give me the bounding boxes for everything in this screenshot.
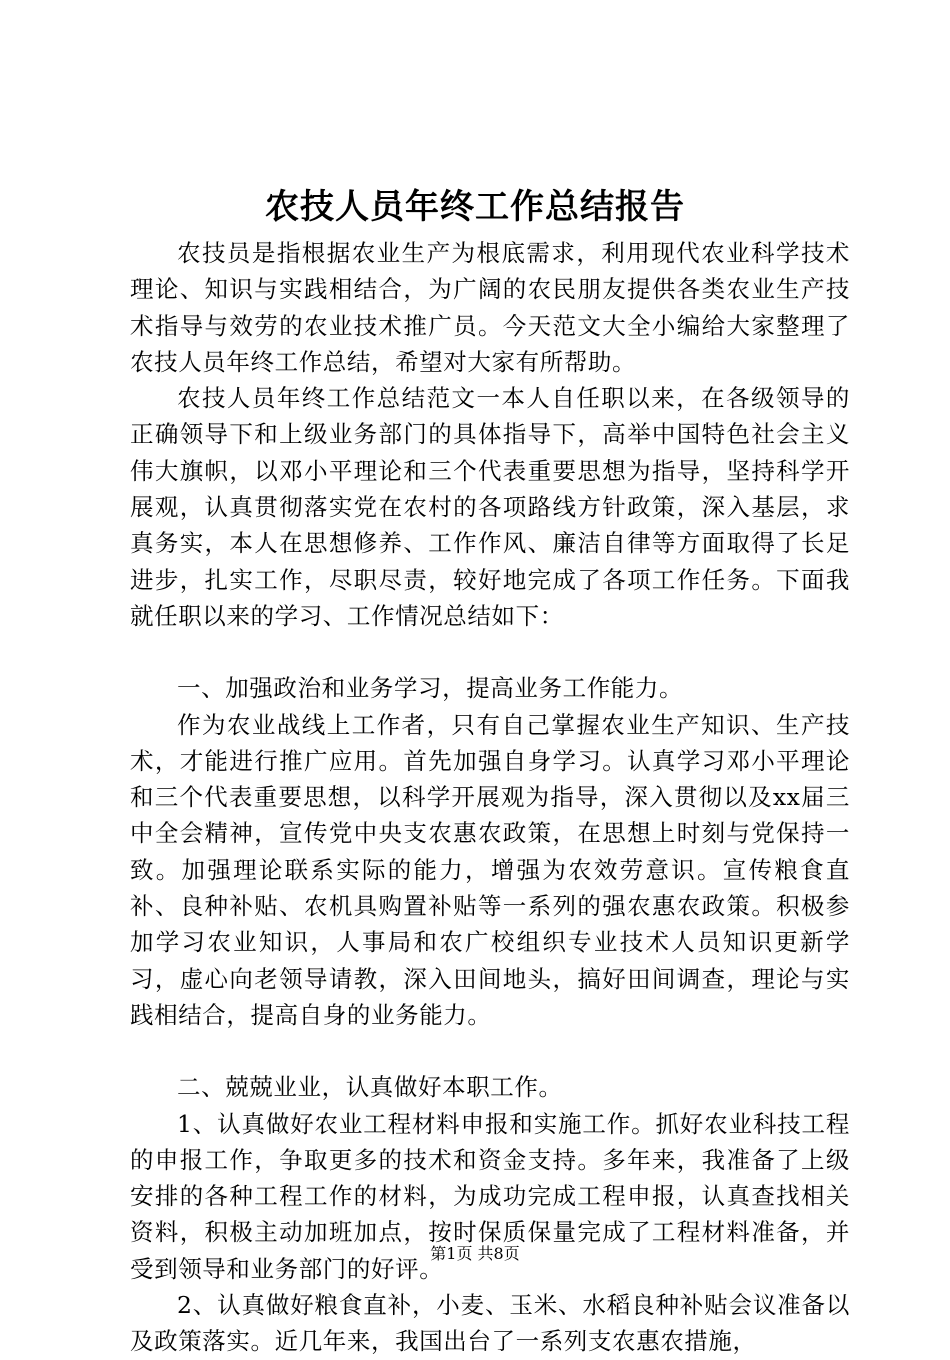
paragraph-study: 作为农业战线上工作者，只有自己掌握农业生产知识、生产技术，才能进行推广应用。首先加强自身学习。认真学习邓小平理论和三个代表重要思想，以科学开展观为指导，深入贯彻以及xx届三中全会精神，宣传党中央支农惠农政策，在思想上时刻与党保持一致。加强理论联系实际的能力，增强为农效劳意识。宣传粮食直补、良种补贴、农机具购置补贴等一系列的强农惠农政策。积极参加学习农业知识，人事局和农广校组织专业技术人员知识更新学习，虚心向老领导请教，深入田间地头，搞好田间调查，理论与实践相结合，提高自身的业务能力。 bbox=[130, 710, 850, 1029]
paragraph-summary-opening: 农技人员年终工作总结范文一本人自任职以来，在各级领导的正确领导下和上级业务部门的具体指导下，高举中国特色社会主义伟大旗帜，以邓小平理论和三个代表重要思想为指导，坚持科学开展观，认真贯彻落实党在农村的各项路线方针政策，深入基层，求真务实，本人在思想修养、工作作风、廉洁自律等方面取得了长足进步，扎实工作，尽职尽责，较好地完成了各项工作任务。下面我就任职以来的学习、工作情况总结如下： bbox=[130, 384, 850, 630]
document-body bbox=[130, 235, 850, 1360]
page-footer: 第1页 共8页 bbox=[430, 1244, 520, 1263]
paragraph-item-2: 2、认真做好粮食直补，小麦、玉米、水稻良种补贴会议准备以及政策落实。近几年来，我国出台了一系列支农惠农措施， bbox=[130, 1291, 850, 1356]
section-heading-1: 一、加强政治和业务学习，提高业务工作能力。 bbox=[177, 674, 684, 703]
section-heading-2: 二、兢兢业业，认真做好本职工作。 bbox=[177, 1073, 563, 1102]
paragraph-intro: 农技员是指根据农业生产为根底需求，利用现代农业科学技术理论、知识与实践相结合，为广阔的农民朋友提供各类农业生产技术指导与效劳的农业技术推广员。今天范文大全小编给大家整理了农技人员年终工作总结，希望对大家有所帮助。 bbox=[130, 239, 850, 376]
document-title: 农技人员年终工作总结报告 bbox=[265, 187, 685, 227]
paragraph-item-1: 1、认真做好农业工程材料申报和实施工作。抓好农业科技工程的申报工作，争取更多的技术和资金支持。多年来，我准备了上级安排的各种工程工作的材料，为成功完成工程申报，认真查找相关资料，积极主动加班加点，按时保质保量完成了工程材料准备，并受到领导和业务部门的好评。 bbox=[130, 1109, 850, 1283]
